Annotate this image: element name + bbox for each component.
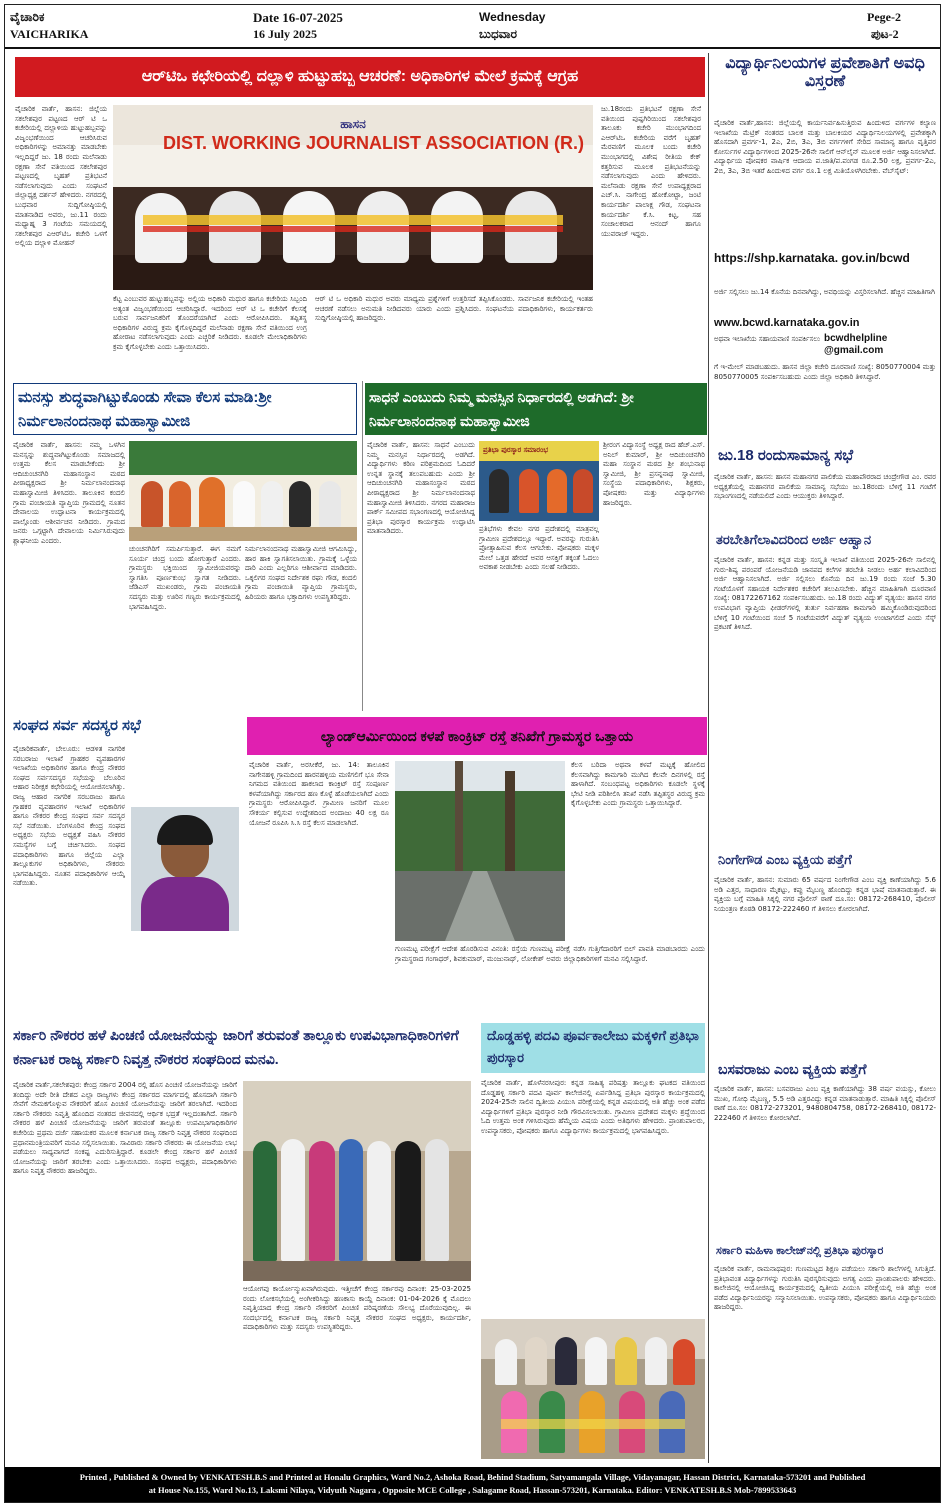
association-banner: DIST. WORKING JOURNALIST ASSOCIATION (R.) [163, 133, 584, 153]
story-association-meeting [7, 715, 243, 1015]
association-meeting-body: ವೈಚಾರಿಕವಾರ್ತೆ, ಬೇಲೂರು: ಆಡಳಿತ ನಾಗರಿಕ ಸರಬರಾಜು ಇಲಾಖೆ ಗ್ರಾಹಕರ ವ್ಯವಹಾರಗಳ ಇಲಾಖೆಯ ಅಧಿಕಾರಿಗಳ ಹಾಗೂ ಕೇಂದ್ರ ನೌಕರರ ಸಂಘದ ಸರ್ವಸದಸ್ಯರ ಸಭೆಯನ್ನು ಬೆಲೂರಿನ ಆಹಾರ ನಿರೀಕ್ಷಕ ಕಛೇರಿಯಲ್ಲಿ ಆಯೋಜಿಸಲಾಗಿತ್ತು. ರಾಜ್ಯ ಆಹಾರ ನಾಗರಿಕ ಸರಬರಾಜು ಹಾಗೂ ಗ್ರಾಹಕರ ವ್ಯವಹಾರಗಳ ಇಲಾಖೆ ಅಧಿಕಾರಿಗಳ ಹಾಗೂ ನೌಕರರ ಕೇಂದ್ರ ಸಂಘದ ಸರ್ವ ಸದಸ್ಯರ ಸಭೆ ನಡೆಯಿತು. ಬೆಂಗಳೂರಿನ ಕೇಂದ್ರ ಸಂಘದ ಅಧ್ಯಕ್ಷರು ಸಭೆಯ ಅಧ್ಯಕ್ಷತೆ ವಹಿಸಿ ನೌಕರರ ಸಮಸ್ಯೆಗಳ ಬಗ್ಗೆ ಚರ್ಚಿಸಿದರು. ಸಂಘದ ಪದಾಧಿಕಾರಿಗಳು ಹಾಗೂ ಜಿಲ್ಲೆಯ ಎಲ್ಲಾ ತಾಲ್ಲೂಕುಗಳ ಅಧಿಕಾರಿಗಳು, ನೌಕರರು ಭಾಗವಹಿಸಿದ್ದರು. ನೂತನ ಪದಾಧಿಕಾರಿಗಳ ಆಯ್ಕೆ ನಡೆಯಿತು. [13, 745, 125, 888]
meeting-body: ವೈಚಾರಿಕ ವಾರ್ತೆ, ಹಾಸನ: ಹಾಸನ ಮಹಾನಗರ ಪಾಲಿಕೆಯ ಮಹಾಪೌರರಾದ ಚಂದ್ರೇಗೌಡ ಎಂ. ರವರ ಅಧ್ಯಕ್ಷತೆಯಲ್ಲಿ ಮಹಾನಗರ ಪಾಲಿಕೆಯ ಸಾಮಾನ್ಯ ಸಭೆಯು ಜು.18ರಂದು ಬೆಳಿಗ್ಗೆ 11 ಗಂಟೆಗೆ ಸಭಾಂಗಣದಲ್ಲಿ ನಡೆಯಲಿದೆ ಎಂದು ಆಯುಕ್ತರು ತಿಳಿಸಿದ್ದಾರೆ. [714, 473, 936, 501]
page-number-kannada: ಪುಟ-2 [871, 27, 899, 41]
story-concrete-road [245, 715, 707, 1015]
issue-date: Date 16-07-2025 [253, 10, 343, 25]
weekday-english: Wednesday [479, 10, 546, 24]
achievement-column-2: ಪ್ರತಿಭೆಗಳು ಕೇವಲ ನಗರ ಪ್ರದೇಶದಲ್ಲಿ ಮಾತ್ರವಲ್ಲ ಗ್ರಾಮೀಣ ಪ್ರದೇಶದಲ್ಲೂ ಇದ್ದಾರೆ. ಅವರನ್ನು ಗುರುತಿಸಿ ಪ್ರೋತ್ಸಾಹಿಸುವ ಕೆಲಸ ಆಗಬೇಕು. ಪೋಷಕರು ಮಕ್ಕಳ ಮೇಲೆ ಒತ್ತಡ ಹೇರದೆ ಅವರ ಆಸಕ್ತಿಗೆ ತಕ್ಕಂತೆ ಓದಲು ಅವಕಾಶ ನೀಡಬೇಕು ಎಂದು ಸಲಹೆ ನೀಡಿದರು. [479, 525, 599, 572]
hostel-body-2: ಅರ್ಜಿ ಸಲ್ಲಿಸಲು ಜು.14 ಕೊನೆಯ ದಿನವಾಗಿದ್ದು, ಅವಧಿಯನ್ನು ವಿಸ್ತರಿಸಲಾಗಿದೆ. ಹೆಚ್ಚಿನ ಮಾಹಿತಿಗಾಗಿ [714, 288, 935, 296]
doddahalli-headline: ದೊಡ್ಡಹಳ್ಳಿ ಪದವಿ ಪೂರ್ವಕಾಲೇಜು ಮಕ್ಕಳಿಗೆ ಪ್ರತಿಭಾ ಪುರಸ್ಕಾರ [481, 1023, 705, 1073]
paper-name-kannada: ವೈಚಾರಿಕ [10, 10, 45, 24]
masthead [5, 5, 940, 49]
hostel-url-2: www.bcwd.karnataka.gov.in [714, 317, 860, 329]
service-column-3: ನಿರ್ಮಲಾನಂದನಾಥ ಮಹಾಸ್ವಾಮೀಜಿ ಆಗಮಿಸಿದ್ದು, ಹಾರ ಹಾಕಿ ಸ್ವಾಗತಿಸಲಾಯಿತು. ಗ್ರಾಮಕ್ಕೆ ಒಳ್ಳೆಯ ದಾರಿ ಎಂದು ಎಲ್ಲರಿಗೂ ಆಶೀರ್ವಾದ ಮಾಡಿದರು. ಒಕ್ಕಲಿಗರ ಸಂಘದ ನಿರ್ದೇಶಕ ರಘು ಗೌಡ, ಕಂದಲಿ ಗ್ರಾಮ ಪಂಚಾಯಿತಿ ವ್ಯಾಪ್ತಿಯ ಗ್ರಾಮಸ್ಥರು, ಹಿರಿಯರು ಹಾಗೂ ಭಕ್ತಾದಿಗಳು ಉಪಸ್ಥಿತರಿದ್ದರು. [245, 545, 357, 601]
lead-column-4: ಜು.18ರಂದು ಪ್ರತಿಭಟನೆ ರಕ್ಷಣಾ ಸೇನೆ ವತಿಯಿಂದ ಪುಷ್ಪಗಿರಿಯಿಂದ ಸಕಲೇಶಪುರ ತಾಲೂಕು ಕಚೇರಿ ಮುಂಭಾಗದಿಂದ ಎಆರ್‌ಟಿಒ ಕಚೇರಿಯ ವರೆಗೆ ಬೃಹತ್ ಮೆರವಣಿಗೆ ಮೂಲಕ ಬಂದು ಕಚೇರಿ ಮುಂಭಾಗದಲ್ಲಿ ವಿಶೇಷ ರೀತಿಯ ಕೇಕ್ ಕತ್ತರಿಸುವ ಮೂಲಕ ಪ್ರತಿಭಟನೆಯನ್ನು ನಡೆಸಲಾಗುವುದು ಎಂದು ಹೇಳಿದರು. ಮಲೆನಾಡು ರಕ್ಷಣಾ ಸೇನೆ ಉಪಾಧ್ಯಕ್ಷರಾದ ಎಚ್.ಸಿ. ನಾಗೇಂದ್ರ ಹೋಕೋಟ್ಟಾ, ಜಂಟಿ ಕಾರ್ಯದರ್ಶಿ ಪಾಲಾಕ್ಷ ಗೌಡ, ಸಂಘಟನಾ ಕಾರ್ಯದರ್ಶಿ ಕೆ.ಸಿ. ಕಿಟ್ಟ, ಸಹ ಸಂಚಾಲಕರಾದ ಆನಂದ್ ಹಾಗೂ ಯುವರಾಜ್ ಇದ್ದರು. [601, 105, 701, 238]
old-pension-headline: ಸರ್ಕಾರಿ ನೌಕರರ ಹಳೆ ಪಿಂಚಣಿ ಯೋಜನೆಯನ್ನು ಜಾರಿಗೆ ತರುವಂತೆ ತಾಲ್ಲೂಕು ಉಪವಿಭಾಗಾಧಿಕಾರಿಗಳಿಗೆ ಕರ್ನಾಟಕ ರಾಜ್ಯ ಸರ್ಕಾರಿ ನಿವೃತ್ತ ನೌಕರರ ಸಂಘದಿಂದ ಮನವಿ. [13, 1027, 459, 1067]
paper-name-english: VAICHARIKA [10, 27, 89, 41]
hostel-body-4: ಗೆ ಇ-ಮೇಲ್ ಮಾಡಬಹುದು. ಹಾಸನ ಜಿಲ್ಲಾ ಕಚೇರಿ ದೂರವಾಣಿ ಸಂಖ್ಯೆ: 8050770004 ಮತ್ತು 8050770005 ಸಂಪರ್ಕಿಸಬಹುದು ಎಂದು ಜಿಲ್ಲಾ ಅಧಿಕಾರಿ ತಿಳಿಸಿದ್ದಾರೆ. [714, 363, 936, 381]
doddahalli-body: ವೈಚಾರಿಕ ವಾರ್ತೆ, ಹೊಳೆನರಸೀಪುರ: ಕನ್ನಡ ಸಾಹಿತ್ಯ ಪರಿಷತ್ತು ತಾಲ್ಲೂಕು ಘಟಕದ ವತಿಯಿಂದ ದೊಡ್ಡಹಳ್ಳಿ ಸರ್ಕಾರಿ ಪದವಿ ಪೂರ್ವ ಕಾಲೇಜಿನಲ್ಲಿ ಏರ್ಪಡಿಸಿದ್ದ ಪ್ರತಿಭಾ ಪುರಸ್ಕಾರ ಕಾರ್ಯಕ್ರಮದಲ್ಲಿ 2024-25ನೇ ಸಾಲಿನ ದ್ವಿತೀಯ ಪಿಯುಸಿ ಪರೀಕ್ಷೆಯಲ್ಲಿ ಕನ್ನಡ ವಿಷಯದಲ್ಲಿ ಅತಿ ಹೆಚ್ಚು ಅಂಕ ಪಡೆದ ವಿದ್ಯಾರ್ಥಿಗಳಿಗೆ ಪ್ರತಿಭಾ ಪುರಸ್ಕಾರ ನೀಡಿ ಗೌರವಿಸಲಾಯಿತು. ಗ್ರಾಮೀಣ ಪ್ರದೇಶದ ಮಕ್ಕಳು ಶ್ರದ್ಧೆಯಿಂದ ಓದಿ ಉತ್ತಮ ಅಂಕ ಗಳಿಸಿರುವುದು ಹೆಮ್ಮೆಯ ವಿಷಯ ಎಂದು ಅತಿಥಿಗಳು ಹೇಳಿದರು. ಪ್ರಾಂಶುಪಾಲರು, ಉಪನ್ಯಾಸಕರು, ಪೋಷಕರು ಹಾಗೂ ವಿದ್ಯಾರ್ಥಿಗಳು ಕಾರ್ಯಕ್ರಮದಲ್ಲಿ ಭಾಗವಹಿಸಿದ್ದರು. [481, 1079, 705, 1135]
doddahalli-students-photo [481, 1319, 705, 1459]
story-achievement [365, 381, 707, 711]
achievement-headline: ಸಾಧನೆ ಎಂಬುದು ನಿಮ್ಮ ಮನಸ್ಸಿನ ನಿರ್ಧಾರದಲ್ಲಿ ಅಡಗಿದೆ: ಶ್ರೀ ನಿರ್ಮಲಾನಂದನಾಥ ಮಹಾಸ್ವಾಮೀಜಿ [365, 383, 707, 435]
page-number-english: Pege-2 [867, 10, 901, 24]
newspaper-page [4, 4, 941, 1503]
press-meet-photo [113, 105, 593, 290]
achievement-column-1: ವೈಚಾರಿಕ ವಾರ್ತೆ, ಹಾಸನ: ಸಾಧನೆ ಎಂಬುದು ನಿಮ್ಮ ಮನಸ್ಸಿನ ನಿರ್ಧಾರದಲ್ಲಿ ಅಡಗಿದೆ. ವಿದ್ಯಾರ್ಥಿಗಳು ಕಠಿಣ ಪರಿಶ್ರಮದಿಂದ ಓದಿದರೆ ಉನ್ನತ ಸ್ಥಾನಕ್ಕೆ ತಲುಪಬಹುದು ಎಂದು ಶ್ರೀ ಆದಿಚುಂಚನಗಿರಿ ಮಹಾಸಂಸ್ಥಾನ ಮಠದ ಪೀಠಾಧ್ಯಕ್ಷರಾದ ಶ್ರೀ ನಿರ್ಮಲಾನಂದನಾಥ ಮಹಾಸ್ವಾಮೀಜಿ ತಿಳಿಸಿದರು. ನಗರದ ಮಹಾರಾಜ ಪಾರ್ಕ್ ಸಮೀಪದ ಸಭಾಂಗಣದಲ್ಲಿ ಆಯೋಜಿಸಿದ್ದ ಪ್ರತಿಭಾ ಪುರಸ್ಕಾರ ಕಾರ್ಯಕ್ರಮ ಉದ್ಘಾಟಿಸಿ ಮಾತನಾಡಿದರು. [367, 441, 475, 536]
imprint-line-2: at House No.155, Ward No.13, Laksmi Nilaya, Vidyuth Nagara , Opposite MCE College , Salagame Road, Hassan-573201, Karnataka. Editor: VENKATESH.B.S Mob-7899533643 [148, 1485, 797, 1495]
hostel-body-3: ಅಥವಾ ಇಲಾಖೆಯ ಸಹಾಯವಾಣಿ ಸಂಪರ್ಕಿಸಲು [714, 335, 821, 343]
award-stage-photo [479, 441, 599, 521]
hostel-email: bcwdhelpline @gmail.com [824, 333, 888, 356]
lead-column-3: ಆರ್ ಟಿ ಒ ಅಧಿಕಾರಿ ಮಧುರ ಅವರು ಮಾಧ್ಯಮ ಪ್ರಶ್ನೆಗಳಿಗೆ ಉತ್ತರಿಸದೆ ತಪ್ಪಿಸಿಕೊಂಡರು. ಸಾರ್ವಜನಿಕ ಕಚೇರಿಯಲ್ಲಿ ಇಂತಹ ಆಚರಣೆ ನಡೆಸಲು ಅನುಮತಿ ನೀಡಿದವರು ಯಾರು ಎಂದು ಪ್ರಶ್ನಿಸಿದರು. ಸಂಘಟನೆಯ ಪದಾಧಿಕಾರಿಗಳು, ಕಾರ್ಯಕರ್ತರು ಸುದ್ದಿಗೋಷ್ಠಿಯಲ್ಲಿ ಹಾಜರಿದ್ದರು. [315, 295, 593, 323]
training-headline: ತರಬೇತಿಗೆಲಾವಿದರಿಂದ ಅರ್ಜಿ ಆಹ್ವಾನ [716, 533, 872, 547]
association-banner-top: ಹಾಸನ [340, 117, 366, 131]
achievement-column-3: ಶ್ರೀರಂಗ ವಿದ್ಯಾಸಂಸ್ಥೆ ಅಧ್ಯಕ್ಷ ರಾದ ಹೆಚ್.ಎಸ್. ಅನಿಲ್ ಕುಮಾರ್, ಶ್ರೀ ಆದಿಚುಂಚನಗಿರಿ ಮಹಾ ಸಂಸ್ಥಾನ ಮಠದ ಶ್ರೀ ಶಂಭುನಾಥ ಸ್ವಾಮೀಜಿ, ಶ್ರೀ ಪ್ರಸನ್ನನಾಥ ಸ್ವಾಮೀಜಿ, ಸಂಸ್ಥೆಯ ಪದಾಧಿಕಾರಿಗಳು, ಶಿಕ್ಷಕರು, ಪೋಷಕರು ಮತ್ತು ವಿದ್ಯಾರ್ಥಿಗಳು ಹಾಜರಿದ್ದರು. [603, 441, 705, 507]
award-stage-banner: ಪ್ರತಿಭಾ ಪುರಸ್ಕಾರ ಸಮಾರಂಭ [483, 446, 549, 454]
weekday-kannada: ಬುಧವಾರ [479, 27, 517, 41]
pension-memorandum-photo [243, 1081, 471, 1281]
concrete-road-column-1: ವೈಚಾರಿಕ ವಾರ್ತೆ, ಅರಸೀಕೆರೆ, ಜು. 14: ತಾಲೂಕಿನ ನಾಗೇನಹಳ್ಳಿ ಗ್ರಾಮದಿಂದ ಹಾರನಹಳ್ಳಿಯ ಮಣಿಗಲಿಗೆ ಭೂ ಸೇನಾ ನಿಗಮದ ವತಿಯಿಂದ ಹಾಕಲಾದ ಕಾಂಕ್ರಿಟ್ ರಸ್ತೆ ಸಂಪೂರ್ಣ ಕಳಪೆಯಾಗಿದ್ದು ಸರ್ಕಾರದ ಹಣ ಕೊಳ್ಳೆ ಹೊಡೆಯಲಾಗಿದೆ ಎಂದು ಗ್ರಾಮಸ್ಥರು ಆರೋಪಿಸಿದ್ದಾರೆ. ಗ್ರಾಮೀಣ ಜನರಿಗೆ ಮೂಲ ಸೌಕರ್ಯ ಕಲ್ಪಿಸುವ ಉದ್ದೇಶದಿಂದ ಅಂದಾಜು 40 ಲಕ್ಷ ರೂ ಯೋಜನೆ ರೂಪಿಸಿ ಸಿ.ಸಿ ರಸ್ತೆ ಕೆಲಸ ಮಾಡಲಾಗಿದೆ. [249, 761, 389, 827]
hostel-body-1: ವೈಚಾರಿಕ ವಾರ್ತೆ,ಹಾಸನ: ಜಿಲ್ಲೆಯಲ್ಲಿ ಕಾರ್ಯನಿರ್ವಹಿಸುತ್ತಿರುವ ಹಿಂದುಳಿದ ವರ್ಗಗಳ ಕಲ್ಯಾಣ ಇಲಾಖೆಯ ಮೆಟ್ರಿಕ್ ನಂತರದ ಬಾಲಕ ಮತ್ತು ಬಾಲಕಿಯರ ವಿದ್ಯಾರ್ಥಿನಿಲಯಗಳಲ್ಲಿ ಪ್ರವೇಶಕ್ಕಾಗಿ ಹೊಸದಾಗಿ ಪ್ರವರ್ಗ-1, 2ಎ, 2ಬಿ, 3ಎ, 3ಬಿ ವರ್ಗಗಳಿಗೆ ಸೇರಿದ ಸಾಮಾನ್ಯ ಹಾಗೂ ವೃತ್ತಿಪರ ಕೋರ್ಸುಗಳ ವಿದ್ಯಾರ್ಥಿಗಳಿಂದ 2025-26ನೇ ಸಾಲಿಗೆ ಆನ್‌ಲೈನ್ ಮೂಲಕ ಅರ್ಜಿ ಆಹ್ವಾನಿಸಲಾಗಿದೆ. ವಿದ್ಯಾರ್ಥಿಯ ಪೋಷಕರ ವಾರ್ಷಿಕ ಆದಾಯ ಪ.ಜಾತಿ/ಪ.ಪಂಗಡ ರೂ.2.50 ಲಕ್ಷ, ಪ್ರವರ್ಗ-2ಎ, 2ಬಿ, 3ಎ, 3ಬಿ ಇತರೆ ಹಿಂದುಳಿದ ವರ್ಗ ರೂ.1 ಲಕ್ಷ ಮಿತಿಯೊಳಗಿರಬೇಕು. ವೆಬ್‌ಸೈಟ್: [714, 119, 936, 175]
concrete-road-column-2: ಕೆಲಸ ಬರಿದಾ ಅಥವಾ ಕಳಪೆ ಮಟ್ಟಕ್ಕೆ ಹೋಲಿದ ಕೆಲಸವಾಗಿದ್ದು ಕಾಮಗಾರಿ ಮುಗಿದ ಕೆಲವೇ ದಿನಗಳಲ್ಲಿ ರಸ್ತೆ ಹಾಳಾಗಿದೆ. ಸಂಬಂಧಪಟ್ಟ ಅಧಿಕಾರಿಗಳು ಕೂಡಲೇ ಸ್ಥಳಕ್ಕೆ ಭೇಟಿ ನೀಡಿ ಪರಿಶೀಲಿಸಿ ತನಿಖೆ ನಡೆಸಿ ತಪ್ಪಿತಸ್ಥರ ವಿರುದ್ಧ ಕ್ರಮ ಕೈಗೊಳ್ಳಬೇಕು ಎಂದು ಗ್ರಾಮಸ್ಥರು ಒತ್ತಾಯಿಸಿದ್ದಾರೆ. [571, 761, 705, 808]
old-pension-right-column: ಆಯೋಗವು ಕಾರ್ಯೋನ್ಮುಖವಾಗಿರುವುದು. ಇತ್ತೀಚೆಗೆ ಕೇಂದ್ರ ಸರ್ಕಾರವು ದಿನಾಂಕ: 25-03-2025 ರಂದು ಲೋಕಸಭೆಯಲ್ಲಿ ಅಂಗೀಕರಿಸಿದ್ದು ಹಣಕಾಸು ಕಾಯ್ದೆ ದಿನಾಂಕ: 01-04-2026 ಕ್ಕೆ ಮೊದಲು ನಿವೃತ್ತಿಯಾದ ಕೇಂದ್ರ ಸರ್ಕಾರಿ ನೌಕರರಿಗೆ ಪಿಂಚಣಿ ಪರಿಷ್ಕರಣೆಯ ಸೌಲಭ್ಯ ದೊರೆಯುವುದಿಲ್ಲ. ಈ ಸಂದರ್ಭದಲ್ಲಿ ಕರ್ನಾಟಕ ರಾಜ್ಯ ಸರ್ಕಾರಿ ನಿವೃತ್ತ ನೌಕರರ ಸಂಘದ ಅಧ್ಯಕ್ಷರು, ಕಾರ್ಯದರ್ಶಿ, ಪದಾಧಿಕಾರಿಗಳು ಮತ್ತು ಸದಸ್ಯರು ಉಪಸ್ಥಿತರಿದ್ದರು. [243, 1285, 471, 1332]
womens-college-body: ವೈಚಾರಿಕ ವಾರ್ತೆ, ರಾಮನಾಥಪುರ: ಗುಣಮಟ್ಟದ ಶಿಕ್ಷಣ ಪಡೆಯಲು ಸರ್ಕಾರಿ ಶಾಲೆಗಳಲ್ಲಿ ಸಿಗುತ್ತಿದೆ. ಪ್ರತಿಭಾವಂತ ವಿದ್ಯಾರ್ಥಿಗಳನ್ನು ಗುರುತಿಸಿ ಪುರಸ್ಕರಿಸುವುದು ಅಗತ್ಯ ಎಂದು ಪ್ರಾಂಶುಪಾಲರು ಹೇಳಿದರು. ಕಾಲೇಜಿನಲ್ಲಿ ಆಯೋಜಿಸಿದ್ದ ಕಾರ್ಯಕ್ರಮದಲ್ಲಿ ದ್ವಿತೀಯ ಪಿಯುಸಿ ಪರೀಕ್ಷೆಯಲ್ಲಿ ಅತಿ ಹೆಚ್ಚು ಅಂಕ ಪಡೆದ ವಿದ್ಯಾರ್ಥಿನಿಯರನ್ನು ಸನ್ಮಾನಿಸಲಾಯಿತು. ಉಪನ್ಯಾಸಕರು, ಪೋಷಕರು ಹಾಗೂ ವಿದ್ಯಾರ್ಥಿನಿಯರು ಹಾಜರಿದ್ದರು. [714, 1265, 936, 1312]
womens-college-headline: ಸರ್ಕಾರಿ ಮಹಿಳಾ ಕಾಲೇಜ್‌ನಲ್ಲಿ ಪ್ರತಿಭಾ ಪುರಸ್ಕಾರ [716, 1245, 884, 1257]
member-portrait [131, 807, 239, 931]
association-meeting-headline: ಸಂಘದ ಸರ್ವ ಸದಸ್ಯರ ಸಭೆ [13, 717, 141, 734]
concrete-road-headline: ಲ್ಯಾಂಡ್‌ಆರ್ಮಿಯಿಂದ ಕಳಪೆ ಕಾಂಕ್ರಿಟ್ ರಸ್ತೆ ತನಿಖೆಗೆ ಗ್ರಾಮಸ್ಥರ ಒತ್ತಾಯ [247, 717, 707, 755]
missing-person-2-body: ವೈಚಾರಿಕ ವಾರ್ತೆ, ಹಾಸನ: ಬಸವರಾಜು ಎಂಬ ವ್ಯಕ್ತಿ ಕಾಣೆಯಾಗಿದ್ದು 38 ವರ್ಷ ವಯಸ್ಸು, ಕೋಲು ಮುಖ, ಗೋಧಿ ಮೈಬಣ್ಣ, 5.5 ಅಡಿ ಎತ್ತರವಿದ್ದು ಕನ್ನಡ ಮಾತನಾಡುತ್ತಾರೆ. ಮಾಹಿತಿ ಸಿಕ್ಕಲ್ಲಿ ಪೊಲೀಸ್ ಠಾಣೆ ದೂ.ಸಂ: 08172-273201, 9480804758, 08172-268410, 08172-222460 ಗೆ ತಿಳಿಸಲು ಕೋರಲಾಗಿದೆ. [714, 1085, 936, 1122]
training-body: ವೈಚಾರಿಕ ವಾರ್ತೆ, ಹಾಸನ: ಕನ್ನಡ ಮತ್ತು ಸಂಸ್ಕೃತಿ ಇಲಾಖೆ ವತಿಯಿಂದ 2025-26ನೇ ಸಾಲಿನಲ್ಲಿ ಗುರು-ಶಿಷ್ಯ ಪರಂಪರೆ ಯೋಜನೆಯಡಿ ಜಾನಪದ ಕಲೆಗಳ ತರಬೇತಿ ನೀಡಲು ಅರ್ಹ ಕಲಾವಿದರಿಂದ ಅರ್ಜಿ ಆಹ್ವಾನಿಸಲಾಗಿದೆ. ಅರ್ಜಿ ಸಲ್ಲಿಸಲು ಕೊನೆಯ ದಿನ ಜು.19 ರಂದು ಸಂಜೆ 5.30 ಗಂಟೆಯೊಳಗೆ ಸಹಾಯಕ ನಿರ್ದೇಶಕರ ಕಚೇರಿಗೆ ತಲುಪಿಸಬೇಕು. ಹೆಚ್ಚಿನ ಮಾಹಿತಿಗಾಗಿ ದೂರವಾಣಿ ಸಂಖ್ಯೆ: 08172267162 ಸಂಪರ್ಕಿಸಬಹುದು. ಜು.18 ರಂದು ವಿದ್ಯುತ್ ವ್ಯತ್ಯಯ: ಹಾಸನ ನಗರ ಉಪವಿಭಾಗ ವ್ಯಾಪ್ತಿಯ ಫೀಡರ್‌ಗಳಲ್ಲಿ ತುರ್ತು ನಿರ್ವಹಣಾ ಕಾಮಗಾರಿ ಹಮ್ಮಿಕೊಂಡಿರುವುದರಿಂದ ಬೆಳಿಗ್ಗೆ 10 ಗಂಟೆಯಿಂದ ಸಂಜೆ 5 ಗಂಟೆಯವರೆಗೆ ವಿದ್ಯುತ್ ವ್ಯತ್ಯಯ ಉಂಟಾಗಲಿದೆ ಎಂದು ಸೆಸ್ಕ್ ಪ್ರಕಟಣೆ ತಿಳಿಸಿದೆ. [714, 556, 936, 632]
story-old-pension [7, 1019, 475, 1463]
right-column [712, 53, 938, 1463]
lead-column-1: ವೈಚಾರಿಕ ವಾರ್ತೆ, ಹಾಸನ: ಜಿಲ್ಲೆಯ ಸಕಲೇಶಪುರ ಪಟ್ಟಣದ ಆರ್ ಟಿ ಒ ಕಚೇರಿಯಲ್ಲಿ ದಲ್ಲಾಳಿಯ ಹುಟ್ಟುಹಬ್ಬವನ್ನು ವಿಜೃಂಭಣೆಯಿಂದ ಆಚರಿಸಿರುವ ಅಧಿಕಾರಿಗಳನ್ನು ಅಮಾನತ್ತು ಮಾಡಬೇಕು ಇಲ್ಲದಿದ್ದರೆ ಜು. 18 ರಂದು ಮಲೆನಾಡು ರಕ್ಷಣಾ ಸೇನೆ ವತಿಯಿಂದ ಸಕಲೇಶಪುರ ಪಟ್ಟಣದಲ್ಲಿ ಬೃಹತ್ ಪ್ರತಿಭಟನೆ ನಡೆಸಲಾಗುವುದು ಎಂದು ಸಂಘಟನೆ ಜಿಲ್ಲಾಧ್ಯಕ್ಷ ದರ್ಶನ್ ಹೇಳಿದರು. ನಗರದಲ್ಲಿ ಬುಧವಾರ ಸುದ್ದಿಗೋಷ್ಠಿಯಲ್ಲಿ ಮಾತನಾಡಿದ ಅವರು, ಜು.11 ರಂದು ಮಧ್ಯಾಹ್ನ 3 ಗಂಟೆಯ ಸಮಯದಲ್ಲಿ ಸಕಲೇಶಪುರ ಎಆರ್‌ಟಿಒ ಕಚೇರಿ ಒಳಗೆ ಅಲ್ಲಿಯ ದಲ್ಲಾಳಿ ಮೋಹನ್ [15, 105, 107, 248]
lead-story [7, 53, 705, 379]
missing-person-2-headline: ಬಸವರಾಜು ಎಂಬ ವ್ಯಕ್ತಿಯ ಪತ್ತೆಗೆ [718, 1061, 867, 1077]
old-pension-left-column: ವೈಚಾರಿಕ ವಾರ್ತೆ,ಸಕಲೇಶಪುರ: ಕೇಂದ್ರ ಸರ್ಕಾರ 2004 ರಲ್ಲಿ ಹೊಸ ಪಿಂಚಣಿ ಯೋಜನೆಯನ್ನು ಜಾರಿಗೆ ತಂದಿದ್ದು ಅದೇ ರೀತಿ ದೇಶದ ಎಲ್ಲಾ ರಾಜ್ಯಗಳು ಕೇಂದ್ರ ಸರ್ಕಾರದ ಮಾರ್ಗದಲ್ಲಿ ಹೊಸದಾಗಿ ಸರ್ಕಾರಿ ಸೇವೆಗೆ ನೇಮಕಗೊಳ್ಳುವ ನೌಕರರಿಗೆ ಹೊಸ ಪಿಂಚಣಿ ಯೋಜನೆಯನ್ನು ಜಾರಿಗೆ ತರಲಾಗಿದೆ. ಇದರಿಂದ ಸರ್ಕಾರಿ ನೌಕರರು ನಿವೃತ್ತಿ ಹೊಂದಿದ ನಂತರದ ಜೀವನದಲ್ಲಿ ಆರ್ಥಿಕ ಭದ್ರತೆ ಇಲ್ಲದಂತಾಗಿದೆ. ಸರ್ಕಾರಿ ನೌಕರರ ಹಳೆ ಪಿಂಚಣಿ ಯೋಜನೆಯನ್ನು ಜಾರಿಗೆ ತರುವಂತೆ ತಾಲ್ಲೂಕು ಉಪವಿಭಾಗಾಧಿಕಾರಿಗಳ ಕಚೇರಿಯ ಪ್ರಥಮ ದರ್ಜೆ ಸಹಾಯಕರ ಮೂಲಕ ಕರ್ನಾಟಕ ರಾಜ್ಯ ಸರ್ಕಾರಿ ನಿವೃತ್ತ ನೌಕರರ ಸಂಘದಿಂದ ಪ್ರಧಾನಮಂತ್ರಿಯವರಿಗೆ ಮನವಿ ಸಲ್ಲಿಸಲಾಯಿತು. ಸಾವಿರಾರು ಸರ್ಕಾರಿ ನೌಕರರು ಈ ಯೋಜನೆಯ ಲಾಭ ಪಡೆಯಲು ಸಾಧ್ಯವಾಗದೆ ಸಂಕಷ್ಟ ಎದುರಿಸುತ್ತಿದ್ದಾರೆ. ಕೂಡಲೇ ಕೇಂದ್ರ ಸರ್ಕಾರ ಹಳೆ ಪಿಂಚಣಿ ಯೋಜನೆಯನ್ನು ಜಾರಿಗೆ ತರಬೇಕು ಎಂದು ಒತ್ತಾಯಿಸಿದರು. ಸಂಘದ ಅಧ್ಯಕ್ಷರು, ಪದಾಧಿಕಾರಿಗಳು ಹಾಗೂ ನಿವೃತ್ತ ನೌಕರರು ಹಾಜರಿದ್ದರು. [13, 1081, 237, 1176]
service-headline: ಮನಸ್ಸು ಶುದ್ಧವಾಗಿಟ್ಟುಕೊಂಡು ಸೇವಾ ಕೆಲಸ ಮಾಡಿ:ಶ್ರೀ ನಿರ್ಮಲಾನಂದನಾಥ ಮಹಾಸ್ವಾಮೀಜಿ [13, 383, 357, 435]
story-swamiji-service [7, 381, 359, 711]
story-doddahalli-college [477, 1019, 707, 1463]
hostel-url-1: https://shp.karnataka. gov.in/bcwd [714, 252, 910, 265]
imprint-footer [5, 1467, 940, 1503]
concrete-road-bottom: ಗುಣಮಟ್ಟ ಪರೀಕ್ಷೆಗೆ ಆದೇಶ ಹೊರಡಿಸುವ ವಿನಂತಿ: ರಸ್ತೆಯ ಗುಣಮಟ್ಟ ಪರೀಕ್ಷೆ ನಡೆಸಿ ಗುತ್ತಿಗೆದಾರರಿಗೆ ಬಿಲ್ ಪಾವತಿ ಮಾಡಬಾರದು ಎಂದು ಗ್ರಾಮಸ್ಥರಾದ ಗಂಗಾಧರ್, ಶಿವಕುಮಾರ್, ಮಂಜುನಾಥ್, ಲೋಕೇಶ್ ಅವರು ಜಿಲ್ಲಾಧಿಕಾರಿಗಳಿಗೆ ಮನವಿ ಸಲ್ಲಿಸಿದ್ದಾರೆ. [395, 945, 705, 963]
imprint-line-1: Printed , Published & Owned by VENKATESH.B.S and Printed at Honalu Graphics, Ward No.2, Ashoka Road, Behind Stadium, Satyamangala Village, Vidayanagar, Hassan District, Karnataka-573201 and Published [79, 1472, 866, 1482]
hostel-headline: ವಿದ್ಯಾರ್ಥಿನಿಲಯಗಳ ಪ್ರವೇಶಾತಿಗೆ ಅವಧಿ ವಿಸ್ತರಣೆ [725, 55, 925, 91]
missing-person-1-headline: ನಿಂಗೇಗೌಡ ಎಂಬ ವ್ಯಕ್ತಿಯ ಪತ್ತೆಗೆ [718, 853, 852, 867]
concrete-road-photo [395, 761, 565, 941]
meeting-headline: ಜು.18 ರಂದುಸಾಮಾನ್ಯ ಸಭೆ [718, 447, 854, 464]
lead-headline: ಆರ್‌ಟಿಒ ಕಛೇರಿಯಲ್ಲಿ ದಲ್ಲಾಳಿ ಹುಟ್ಟುಹಬ್ಬ ಆಚರಣೆ: ಅಧಿಕಾರಿಗಳ ಮೇಲೆ ಕ್ರಮಕ್ಕೆ ಆಗ್ರಹ [15, 57, 705, 97]
service-column-1: ವೈಚಾರಿಕ ವಾರ್ತೆ, ಹಾಸನ: ನಮ್ಮ ಒಳಗಿನ ಮನಸ್ಸನ್ನು ಶುದ್ಧವಾಗಿಟ್ಟುಕೊಂಡು ಸಮಾಜದಲ್ಲಿ ಉತ್ತಮ ಕೆಲಸ ಮಾಡಬೇಕೆಂದು ಶ್ರೀ ಆದಿಚುಂಚನಗಿರಿ ಮಹಾಸಂಸ್ಥಾನ ಮಠದ ಪೀಠಾಧ್ಯಕ್ಷರಾದ ಶ್ರೀ ನಿರ್ಮಲಾನಂದನಾಥ ಮಹಾಸ್ವಾಮೀಜಿ ತಿಳಿಸಿದರು. ತಾಲೂಕಿನ ಕಂದಲಿ ಗ್ರಾಮ ಪಂಚಾಯತಿ ವ್ಯಾಪ್ತಿಯ ಗ್ರಾಮದಲ್ಲಿ ನೂತನ ದೇವಾಲಯ ಉದ್ಘಾಟನಾ ಕಾರ್ಯಕ್ರಮದಲ್ಲಿ ಪಾಲ್ಗೊಂಡು ಆಶೀರ್ವಚನ ನೀಡಿದರು. ಗ್ರಾಮದ ಜನರು ಒಗ್ಗಟ್ಟಾಗಿ ದೇವಾಲಯ ನಿರ್ಮಿಸಿರುವುದು ಶ್ಲಾಘನೀಯ ಎಂದರು. [13, 441, 125, 545]
swamiji-stage-photo [129, 441, 357, 541]
lead-column-2: ಕೆಟ್ಟ ಎಂಬುವರ ಹುಟ್ಟುಹಬ್ಬವನ್ನು ಅಲ್ಲಿಯ ಅಧಿಕಾರಿ ಮಧುರ ಹಾಗೂ ಕಚೇರಿಯ ಸಿಬ್ಬಂದಿ ಅತ್ಯಂತ ವಿಜೃಂಭಣೆಯಿಂದ ಆಚರಿಸಿದ್ದಾರೆ. ಇದರಿಂದ ಆರ್ ಟಿ ಒ ಕಚೇರಿಗೆ ಕೆಲಸಕ್ಕೆ ಬರುವ ಸಾರ್ವಜನಿಕರಿಗೆ ತೊಂದರೆಯಾಗಿದೆ ಎಂದು ಆರೋಪಿಸಿದರು. ತಪ್ಪಿತಸ್ಥ ಅಧಿಕಾರಿಗಳ ವಿರುದ್ಧ ಕ್ರಮ ಕೈಗೊಳ್ಳದಿದ್ದರೆ ಮಲೆನಾಡು ರಕ್ಷಣಾ ಸೇನೆ ವತಿಯಿಂದ ಉಗ್ರ ಹೋರಾಟ ನಡೆಸಲಾಗುವುದು ಎಂದು ಎಚ್ಚರಿಕೆ ನೀಡಿದರು. ಕೂಡಲೇ ಮೇಲಾಧಿಕಾರಿಗಳು ಕ್ರಮ ಕೈಗೊಳ್ಳಬೇಕು ಎಂದು ಒತ್ತಾಯಿಸಿದರು. [113, 295, 307, 351]
missing-person-1-body: ವೈಚಾರಿಕ ವಾರ್ತೆ, ಹಾಸನ: ಸುಮಾರು 65 ವರ್ಷದ ನಿಂಗೇಗೌಡ ಎಂಬ ವ್ಯಕ್ತಿ ಕಾಣೆಯಾಗಿದ್ದು 5.6 ಅಡಿ ಎತ್ತರ, ಸಾಧಾರಣ ಮೈಕಟ್ಟು, ಕಪ್ಪು ಮೈಬಣ್ಣ ಹೊಂದಿದ್ದು ಕನ್ನಡ ಭಾಷೆ ಮಾತನಾಡುತ್ತಾರೆ. ಈ ವ್ಯಕ್ತಿಯ ಬಗ್ಗೆ ಮಾಹಿತಿ ಸಿಕ್ಕಲ್ಲಿ ನಗರ ಪೊಲೀಸ್ ಠಾಣೆ ದೂ.ಸಂ: 08172-268410, ಪೊಲೀಸ್ ನಿಯಂತ್ರಣ ಕೊಠಡಿ 08172-222460 ಗೆ ತಿಳಿಸಲು ಕೋರಲಾಗಿದೆ. [714, 876, 936, 913]
service-column-2: ಚುಂಚನಗಿರಿಗೆ ಸಮರ್ಪಿಸುತ್ತಾರೆ. ಈಗ ನಮಗೆ ಸೂರ್ಯ ಚಂದ್ರ ಬಂದು ಹೋಗುತ್ತಾರೆ ಎಂದರು. ಗ್ರಾಮಸ್ಥರು ಭಕ್ತಿಯಿಂದ ಸ್ವಾಮೀಜಿಯವರನ್ನು ಸ್ವಾಗತಿಸಿ ಪೂರ್ಣಕುಂಭ ಸ್ವಾಗತ ನೀಡಿದರು. ಜೆಡಿಎಸ್ ಮುಖಂಡರು, ಗ್ರಾಮ ಪಂಚಾಯತಿ ಸದಸ್ಯರು ಮತ್ತು ಊರಿನ ಗಣ್ಯರು ಕಾರ್ಯಕ್ರಮದಲ್ಲಿ ಭಾಗವಹಿಸಿದ್ದರು. [129, 545, 241, 611]
issue-date-long: 16 July 2025 [253, 27, 318, 41]
